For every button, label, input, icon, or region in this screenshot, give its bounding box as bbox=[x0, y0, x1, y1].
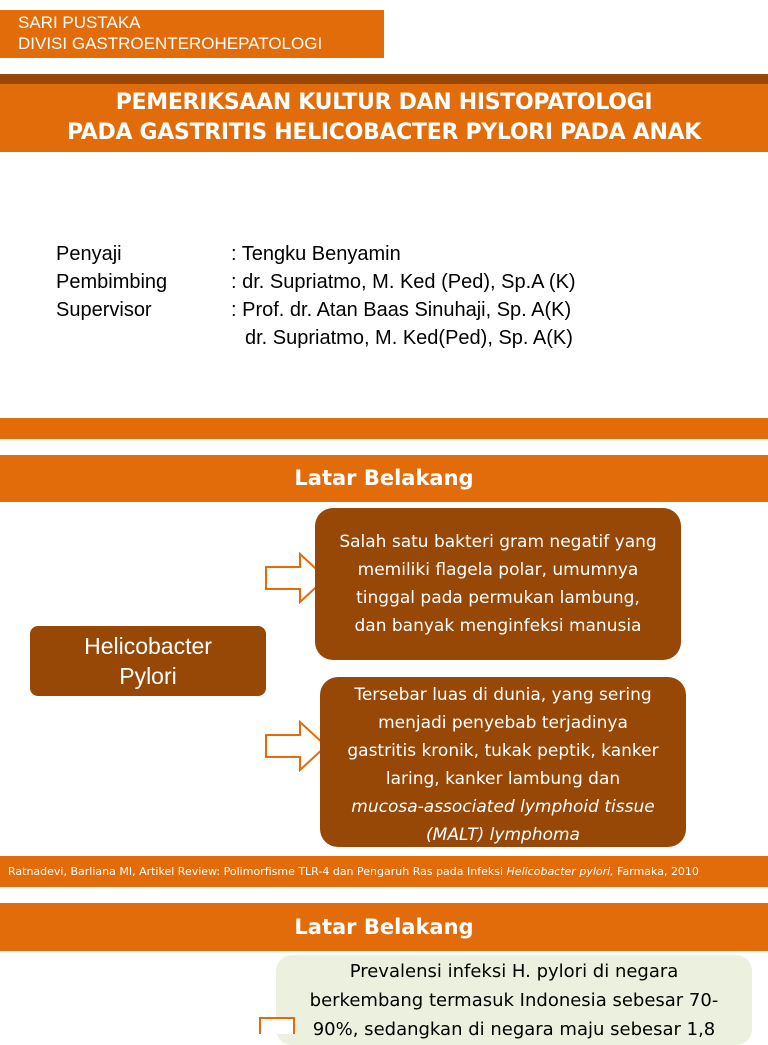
prevalence-line: berkembang termasuk Indonesia sebesar 70- bbox=[309, 990, 719, 1011]
title-rule bbox=[0, 74, 768, 84]
section-header: Latar Belakang bbox=[0, 903, 768, 951]
presenter-list bbox=[56, 240, 576, 352]
presenter-value: : dr. Supriatmo, M. Ked (Ped), Sp.A (K) bbox=[231, 271, 576, 293]
callout-line: Salah satu bakteri gram negatif yang bbox=[339, 532, 657, 552]
division-label-line-2: DIVISI GASTROENTEROHEPATOLOGI bbox=[18, 34, 323, 53]
presenter-label bbox=[56, 324, 231, 352]
arrow-right-icon bbox=[264, 720, 328, 772]
callout-line: dan banyak menginfeksi manusia bbox=[354, 616, 642, 636]
callout-line: menjadi penyebab terjadinya bbox=[378, 713, 628, 733]
slide-title-line-2: PADA GASTRITIS HELICOBACTER PYLORI PADA ANAK bbox=[66, 120, 702, 145]
definition-callout bbox=[315, 508, 681, 660]
callout-line: gastritis kronik, tukak peptik, kanker bbox=[347, 741, 659, 761]
division-label bbox=[0, 10, 384, 58]
subject-line-2: Pylori bbox=[119, 663, 177, 689]
presenter-value: dr. Supriatmo, M. Ked(Ped), Sp. A(K) bbox=[245, 327, 573, 349]
presenter-value: : Tengku Benyamin bbox=[231, 243, 401, 265]
presenter-row bbox=[56, 268, 576, 296]
callout-line: laring, kanker lambung dan bbox=[385, 769, 621, 789]
presenter-row bbox=[56, 296, 576, 324]
slide-title-line-1: PEMERIKSAAN KULTUR DAN HISTOPATOLOGI bbox=[115, 90, 653, 115]
callout-line: memiliki flagela polar, umumnya bbox=[357, 560, 639, 580]
prevalence-line: Prevalensi infeksi H. pylori di negara bbox=[349, 961, 679, 982]
presenter-value: : Prof. dr. Atan Baas Sinuhaji, Sp. A(K) bbox=[231, 299, 572, 321]
reference-text: Ratnadevi, Barliana MI, Artikel Review: Polimorfisme TLR-4 dan Pengaruh Ras pada Infeksi bbox=[8, 865, 507, 878]
reference-bar bbox=[0, 856, 768, 887]
presenter-label: Supervisor bbox=[56, 299, 152, 321]
callout-line-italic: mucosa-associated lymphoid tissue bbox=[351, 797, 655, 817]
presenter-row bbox=[56, 240, 576, 268]
reference-italic: Helicobacter pylori, bbox=[506, 865, 614, 878]
callout-line: Tersebar luas di dunia, yang sering bbox=[354, 685, 652, 705]
subject-line-1: Helicobacter bbox=[84, 633, 212, 659]
disease-callout bbox=[320, 677, 686, 847]
prevalence-line: 90%, sedangkan di negara maju sebesar 1,8 bbox=[312, 1019, 716, 1040]
presenter-label: Penyaji bbox=[56, 243, 122, 265]
slide-title bbox=[0, 84, 768, 152]
presenter-row bbox=[56, 324, 576, 352]
prevalence-box bbox=[276, 955, 752, 1045]
callout-line-italic: (MALT) lymphoma bbox=[426, 825, 580, 845]
callout-line: tinggal pada permukan lambung, bbox=[356, 588, 640, 608]
reference-suffix: Farmaka, 2010 bbox=[613, 865, 699, 878]
arrow-right-icon bbox=[258, 1014, 298, 1034]
presenter-label: Pembimbing bbox=[56, 271, 168, 293]
slide-footer-bar bbox=[0, 418, 768, 439]
section-header: Latar Belakang bbox=[0, 455, 768, 502]
subject-box bbox=[30, 626, 266, 696]
division-label-line-1: SARI PUSTAKA bbox=[18, 13, 141, 32]
